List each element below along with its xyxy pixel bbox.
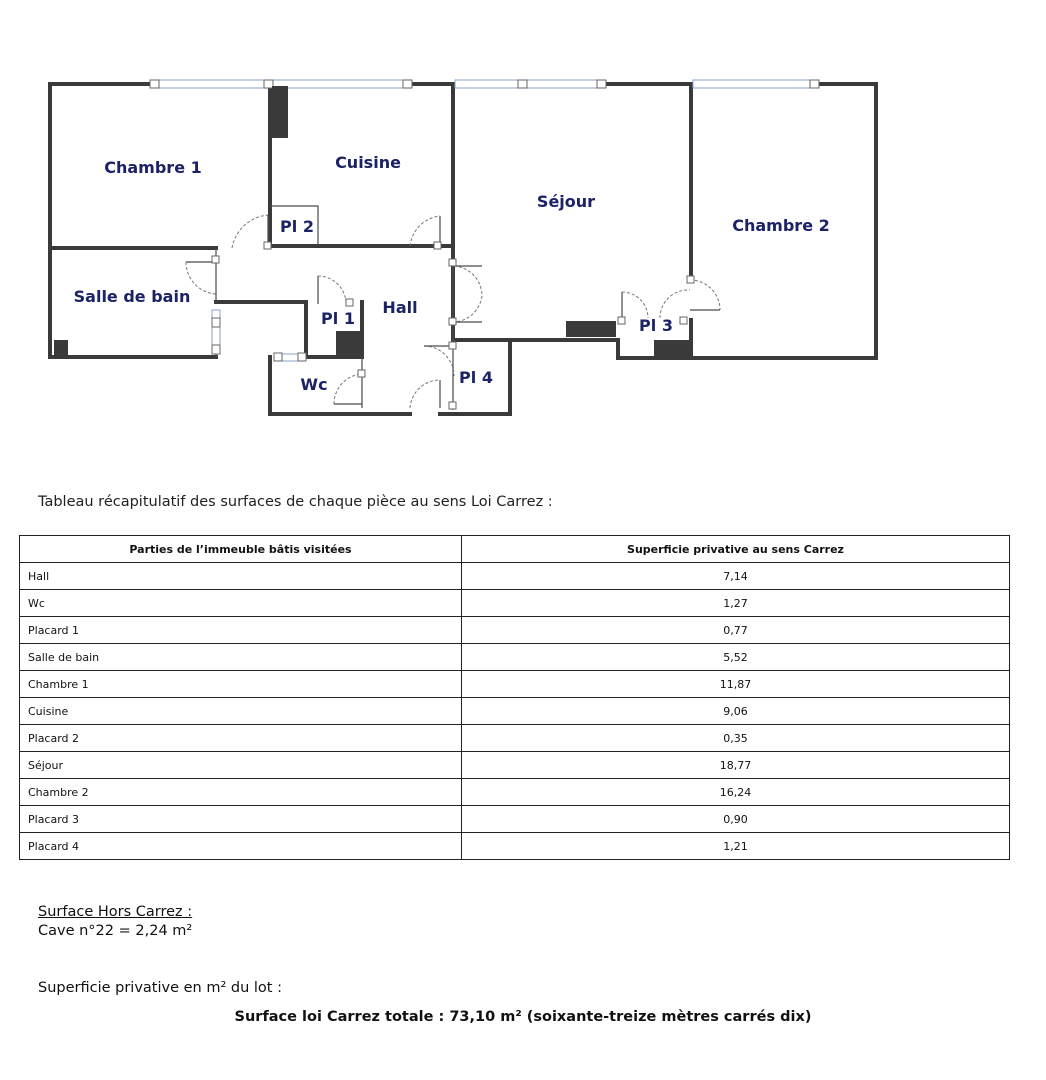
plan-windows bbox=[150, 80, 819, 361]
row-value: 9,06 bbox=[462, 698, 1010, 725]
table-row bbox=[20, 563, 1010, 590]
row-value: 1,21 bbox=[462, 833, 1010, 860]
plan-walls bbox=[50, 84, 876, 414]
row-value: 18,77 bbox=[462, 752, 1010, 779]
table-row bbox=[20, 833, 1010, 860]
table-header-row bbox=[20, 536, 1010, 563]
table-row bbox=[20, 644, 1010, 671]
row-name: Cuisine bbox=[20, 698, 462, 725]
hors-carrez-title: Surface Hors Carrez : bbox=[38, 904, 193, 920]
header-parties: Parties de l’immeuble bâtis visitées bbox=[20, 536, 462, 563]
row-value: 0,35 bbox=[462, 725, 1010, 752]
row-name: Placard 4 bbox=[20, 833, 462, 860]
row-name: Chambre 1 bbox=[20, 671, 462, 698]
row-name: Chambre 2 bbox=[20, 779, 462, 806]
row-value: 0,77 bbox=[462, 617, 1010, 644]
header-superficie: Superficie privative au sens Carrez bbox=[462, 536, 1010, 563]
room-label-chambre2: Chambre 2 bbox=[732, 216, 830, 235]
room-label-chambre1: Chambre 1 bbox=[104, 158, 202, 177]
row-name: Wc bbox=[20, 590, 462, 617]
room-label-wc: Wc bbox=[300, 375, 328, 394]
row-name: Hall bbox=[20, 563, 462, 590]
plan-fixtures bbox=[54, 86, 690, 356]
recap-title: Tableau récapitulatif des surfaces de chaque pièce au sens Loi Carrez : bbox=[38, 494, 553, 510]
table-row bbox=[20, 752, 1010, 779]
row-value: 0,90 bbox=[462, 806, 1010, 833]
table-row bbox=[20, 590, 1010, 617]
row-value: 7,14 bbox=[462, 563, 1010, 590]
floor-plan bbox=[0, 0, 1046, 460]
cave-surface: Cave n°22 = 2,24 m² bbox=[38, 923, 193, 939]
surfaces-table bbox=[19, 535, 1010, 860]
lot-label: Superficie privative en m² du lot : bbox=[38, 980, 282, 996]
row-value: 5,52 bbox=[462, 644, 1010, 671]
table-row bbox=[20, 725, 1010, 752]
hors-carrez-section bbox=[38, 903, 192, 941]
room-label-pl3: Pl 3 bbox=[639, 316, 673, 335]
table-row bbox=[20, 779, 1010, 806]
row-name: Placard 3 bbox=[20, 806, 462, 833]
row-value: 11,87 bbox=[462, 671, 1010, 698]
table-row bbox=[20, 617, 1010, 644]
total-surface: Surface loi Carrez totale : 73,10 m² (soixante-treize mètres carrés dix) bbox=[234, 1009, 812, 1025]
room-label-salle-de-bain: Salle de bain bbox=[73, 287, 191, 306]
row-name: Salle de bain bbox=[20, 644, 462, 671]
row-value: 1,27 bbox=[462, 590, 1010, 617]
table-row bbox=[20, 698, 1010, 725]
room-label-pl4: Pl 4 bbox=[459, 368, 493, 387]
room-label-hall: Hall bbox=[382, 298, 418, 317]
room-label-cuisine: Cuisine bbox=[335, 153, 401, 172]
room-label-pl1: Pl 1 bbox=[321, 309, 355, 328]
table-row bbox=[20, 671, 1010, 698]
row-value: 16,24 bbox=[462, 779, 1010, 806]
row-name: Placard 2 bbox=[20, 725, 462, 752]
row-name: Séjour bbox=[20, 752, 462, 779]
room-label-sejour: Séjour bbox=[536, 192, 596, 211]
row-name: Placard 1 bbox=[20, 617, 462, 644]
table-row bbox=[20, 806, 1010, 833]
room-label-pl2: Pl 2 bbox=[280, 217, 314, 236]
